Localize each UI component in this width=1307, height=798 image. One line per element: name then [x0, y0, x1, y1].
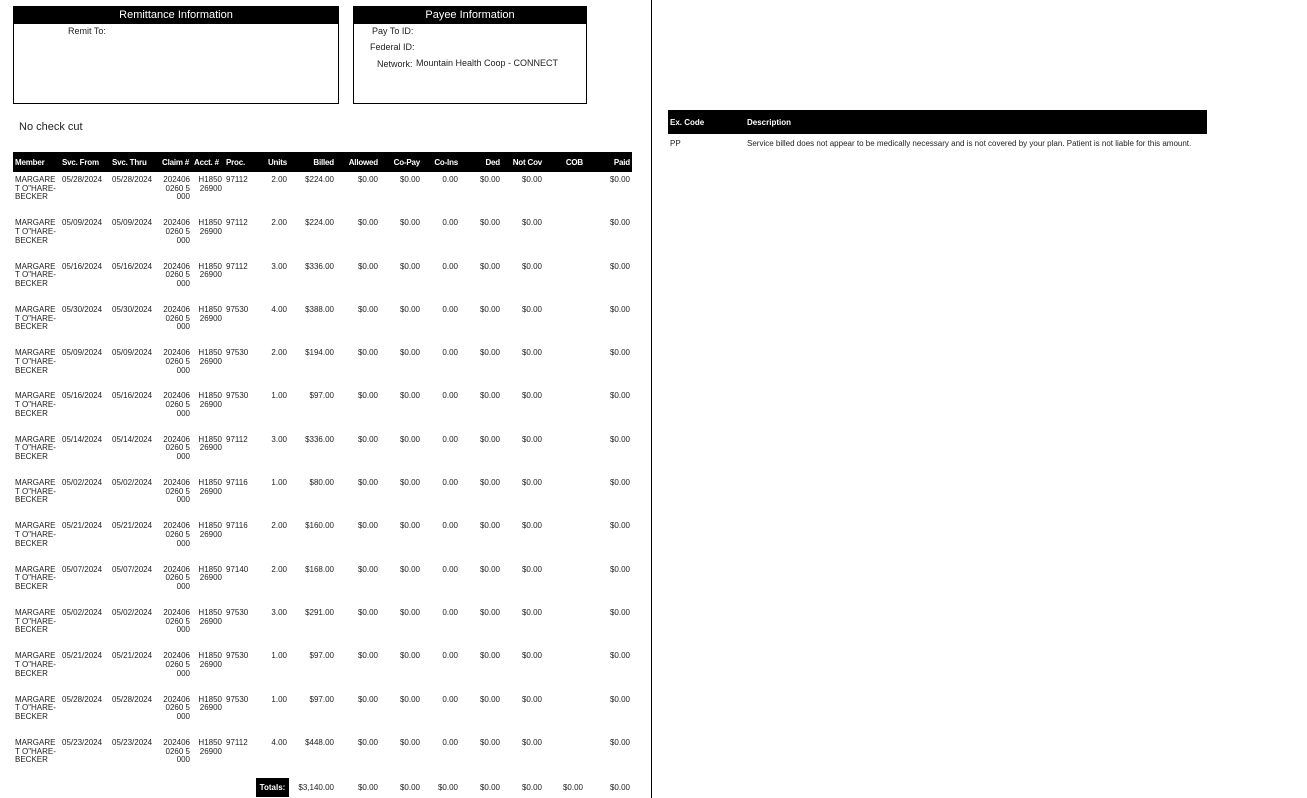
- member-name-cell: MARGARET O"HARE-BECKER: [15, 521, 56, 548]
- svc-thru-cell: 05/30/2024: [112, 304, 153, 314]
- totals-cob: $0.00: [562, 783, 583, 793]
- units-cell: 2.00: [271, 348, 287, 358]
- proc-code-cell: 97116: [226, 521, 248, 531]
- account-number-cell: H185026900: [198, 737, 222, 756]
- member-name-cell: MARGARET O"HARE-BECKER: [15, 694, 56, 721]
- member-name-cell: MARGARET O"HARE-BECKER: [15, 564, 56, 592]
- allowed-cell: $0.00: [357, 261, 378, 271]
- svc-thru-cell: 05/02/2024: [112, 607, 153, 617]
- coins-cell: 0.00: [442, 391, 458, 401]
- member-name-cell: MARGARET O"HARE-BECKER: [15, 391, 56, 418]
- table-row: [13, 215, 632, 258]
- member-name-cell: MARGARET O"HARE-BECKER: [15, 607, 56, 635]
- billed-cell: $448.00: [305, 737, 334, 747]
- coins-cell: 0.00: [442, 607, 458, 617]
- svc-from-cell: 05/28/2024: [62, 175, 103, 184]
- member-name-cell: MARGARET O"HARE-BECKER: [15, 737, 56, 765]
- deductible-cell: $0.00: [479, 607, 500, 617]
- proc-code-cell: 97112: [226, 434, 248, 444]
- units-cell: 1.00: [271, 478, 287, 488]
- not-covered-cell: $0.00: [521, 564, 542, 574]
- col-header-description: Description: [745, 110, 1207, 134]
- proc-code-cell: 97140: [226, 564, 249, 574]
- proc-code-cell: 97112: [226, 737, 248, 747]
- cob-cell: [544, 172, 585, 215]
- billed-cell: $336.00: [305, 261, 334, 271]
- copay-cell: $0.00: [399, 607, 420, 617]
- remittance-info-box: [13, 6, 339, 104]
- account-number-cell: H185026900: [198, 304, 222, 323]
- billed-cell: $224.00: [305, 218, 334, 228]
- account-number-cell: H185026900: [198, 521, 222, 540]
- svc-thru-cell: 05/09/2024: [112, 218, 153, 228]
- paid-cell: $0.00: [609, 478, 630, 488]
- coins-cell: 0.00: [442, 694, 458, 704]
- deductible-cell: $0.00: [479, 737, 500, 747]
- payee-info-title: Payee Information: [354, 7, 586, 24]
- svc-thru-cell: 05/21/2024: [112, 521, 153, 531]
- paid-cell: $0.00: [609, 348, 630, 358]
- totals-copay: $0.00: [399, 783, 420, 793]
- copay-cell: $0.00: [399, 304, 420, 314]
- deductible-cell: $0.00: [479, 175, 500, 184]
- svc-from-cell: 05/02/2024: [62, 607, 103, 617]
- explanation-codes-table: [668, 110, 1207, 153]
- copay-cell: $0.00: [399, 218, 420, 228]
- copay-cell: $0.00: [399, 478, 420, 488]
- totals-label: Totals:: [256, 778, 289, 797]
- table-row: [13, 302, 632, 345]
- cob-cell: [544, 648, 585, 691]
- member-name-cell: MARGARET O"HARE-BECKER: [15, 651, 56, 678]
- proc-code-cell: 97530: [226, 391, 249, 401]
- deductible-cell: $0.00: [479, 348, 500, 358]
- svc-thru-cell: 05/16/2024: [112, 391, 153, 401]
- allowed-cell: $0.00: [357, 607, 378, 617]
- table-row: [13, 259, 632, 302]
- deductible-cell: $0.00: [479, 304, 500, 314]
- svc-thru-cell: 05/28/2024: [112, 175, 153, 184]
- billed-cell: $224.00: [305, 175, 334, 184]
- units-cell: 4.00: [271, 737, 287, 747]
- allowed-cell: $0.00: [357, 478, 378, 488]
- paid-cell: $0.00: [609, 607, 630, 617]
- paid-cell: $0.00: [609, 694, 630, 704]
- units-cell: 3.00: [271, 607, 287, 617]
- claim-number-cell: 2024060260 5000: [163, 651, 190, 678]
- claim-number-cell: 2024060260 5000: [163, 521, 190, 548]
- coins-cell: 0.00: [442, 348, 458, 358]
- col-header-ded: Ded: [460, 152, 502, 172]
- deductible-cell: $0.00: [479, 434, 500, 444]
- units-cell: 1.00: [271, 391, 287, 401]
- paid-cell: $0.00: [609, 261, 630, 271]
- col-header-allowed: Allowed: [336, 152, 380, 172]
- table-row: [13, 172, 632, 215]
- svc-thru-cell: 05/21/2024: [112, 651, 153, 661]
- svc-thru-cell: 05/09/2024: [112, 348, 153, 358]
- copay-cell: $0.00: [399, 348, 420, 358]
- svc-from-cell: 05/16/2024: [62, 391, 103, 401]
- claim-number-cell: 2024060260 5000: [163, 304, 190, 332]
- not-covered-cell: $0.00: [521, 521, 542, 531]
- coins-cell: 0.00: [442, 651, 458, 661]
- cob-cell: [544, 562, 585, 605]
- member-name-cell: MARGARET O"HARE-BECKER: [15, 261, 56, 288]
- svc-from-cell: 05/21/2024: [62, 521, 103, 531]
- claim-number-cell: 2024060260 5000: [163, 175, 190, 202]
- network-value: Mountain Health Coop - CONNECT: [416, 58, 559, 68]
- col-header-units: Units: [256, 152, 289, 172]
- paid-cell: $0.00: [609, 218, 630, 228]
- billed-cell: $97.00: [309, 391, 334, 401]
- deductible-cell: $0.00: [479, 564, 500, 574]
- copay-cell: $0.00: [399, 737, 420, 747]
- col-header-svc-thru: Svc. Thru: [110, 152, 160, 172]
- copay-cell: $0.00: [399, 564, 420, 574]
- allowed-cell: $0.00: [357, 304, 378, 314]
- member-name-cell: MARGARET O"HARE-BECKER: [15, 478, 56, 505]
- ex-code-cell: PP: [670, 139, 681, 148]
- not-covered-cell: $0.00: [521, 218, 542, 228]
- billed-cell: $168.00: [305, 564, 334, 574]
- table-row: [13, 475, 632, 518]
- member-name-cell: MARGARET O"HARE-BECKER: [15, 434, 56, 462]
- pay-to-id-label: Pay To ID:: [372, 26, 414, 36]
- deductible-cell: $0.00: [479, 651, 500, 661]
- federal-id-label: Federal ID:: [370, 42, 415, 52]
- not-covered-cell: $0.00: [521, 304, 542, 314]
- coins-cell: 0.00: [442, 478, 458, 488]
- svc-thru-cell: 05/02/2024: [112, 478, 153, 488]
- svc-from-cell: 05/07/2024: [62, 564, 103, 574]
- not-covered-cell: $0.00: [521, 694, 542, 704]
- totals-ded: $0.00: [479, 783, 500, 793]
- cob-cell: [544, 692, 585, 735]
- cob-cell: [544, 215, 585, 258]
- svc-thru-cell: 05/23/2024: [112, 737, 153, 747]
- billed-cell: $160.00: [305, 521, 334, 531]
- allowed-cell: $0.00: [357, 434, 378, 444]
- paid-cell: $0.00: [609, 391, 630, 401]
- billed-cell: $97.00: [309, 651, 334, 661]
- units-cell: 2.00: [271, 564, 287, 574]
- svc-thru-cell: 05/28/2024: [112, 694, 153, 704]
- table-row: [13, 432, 632, 475]
- totals-paid: $0.00: [609, 783, 630, 793]
- coins-cell: 0.00: [442, 434, 458, 444]
- claim-number-cell: 2024060260 5000: [163, 261, 190, 288]
- claims-header-row: [13, 152, 632, 172]
- col-header-billed: Billed: [289, 152, 336, 172]
- codes-header-row: [668, 110, 1207, 134]
- svc-from-cell: 05/16/2024: [62, 261, 103, 271]
- billed-cell: $80.00: [309, 478, 334, 488]
- svc-from-cell: 05/09/2024: [62, 348, 103, 358]
- not-covered-cell: $0.00: [521, 261, 542, 271]
- table-row: [13, 648, 632, 691]
- deductible-cell: $0.00: [479, 218, 500, 228]
- billed-cell: $388.00: [305, 304, 334, 314]
- svc-from-cell: 05/30/2024: [62, 304, 103, 314]
- claim-number-cell: 2024060260 5000: [163, 737, 190, 765]
- account-number-cell: H185026900: [198, 261, 222, 280]
- allowed-cell: $0.00: [357, 348, 378, 358]
- paid-cell: $0.00: [609, 564, 630, 574]
- not-covered-cell: $0.00: [521, 391, 542, 401]
- copay-cell: $0.00: [399, 261, 420, 271]
- not-covered-cell: $0.00: [521, 651, 542, 661]
- cob-cell: [544, 475, 585, 518]
- deductible-cell: $0.00: [479, 521, 500, 531]
- copay-cell: $0.00: [399, 521, 420, 531]
- account-number-cell: H185026900: [198, 694, 222, 713]
- table-row: [13, 345, 632, 388]
- description-cell: Service billed does not appear to be medically necessary and is not covered by your plan. Patient is not liable for this amount.: [747, 139, 1192, 148]
- member-name-cell: MARGARET O"HARE-BECKER: [15, 304, 56, 332]
- svc-from-cell: 05/21/2024: [62, 651, 103, 661]
- totals-not-cov: $0.00: [521, 783, 542, 793]
- svc-thru-cell: 05/14/2024: [112, 434, 153, 444]
- units-cell: 3.00: [271, 261, 287, 271]
- cob-cell: [544, 432, 585, 475]
- allowed-cell: $0.00: [357, 391, 378, 401]
- coins-cell: 0.00: [442, 175, 458, 184]
- units-cell: 2.00: [271, 175, 287, 184]
- account-number-cell: H185026900: [198, 651, 222, 669]
- payee-info-box: [353, 6, 587, 104]
- coins-cell: 0.00: [442, 218, 458, 228]
- proc-code-cell: 97530: [226, 651, 249, 661]
- svc-thru-cell: 05/07/2024: [112, 564, 153, 574]
- copay-cell: $0.00: [399, 175, 420, 184]
- proc-code-cell: 97112: [226, 218, 248, 228]
- units-cell: 4.00: [271, 304, 287, 314]
- units-cell: 2.00: [271, 521, 287, 531]
- claim-number-cell: 2024060260 5000: [163, 607, 190, 635]
- units-cell: 1.00: [271, 651, 287, 661]
- cob-cell: [544, 302, 585, 345]
- allowed-cell: $0.00: [357, 564, 378, 574]
- paid-cell: $0.00: [609, 737, 630, 747]
- coins-cell: 0.00: [442, 521, 458, 531]
- claim-number-cell: 2024060260 5000: [163, 694, 190, 721]
- cob-cell: [544, 518, 585, 561]
- billed-cell: $336.00: [305, 434, 334, 444]
- paid-cell: $0.00: [609, 175, 630, 184]
- account-number-cell: H185026900: [198, 175, 222, 193]
- claim-number-cell: 2024060260 5000: [163, 434, 190, 462]
- svc-from-cell: 05/23/2024: [62, 737, 103, 747]
- col-header-ex-code: Ex. Code: [668, 110, 745, 134]
- units-cell: 2.00: [271, 218, 287, 228]
- deductible-cell: $0.00: [479, 478, 500, 488]
- allowed-cell: $0.00: [357, 737, 378, 747]
- page-divider: [651, 0, 652, 798]
- coins-cell: 0.00: [442, 564, 458, 574]
- col-header-claim: Claim #: [160, 152, 192, 172]
- check-status: No check cut: [19, 121, 83, 133]
- table-row: [13, 735, 632, 778]
- proc-code-cell: 97530: [226, 348, 249, 358]
- network-label: Network:: [377, 59, 413, 69]
- not-covered-cell: $0.00: [521, 737, 542, 747]
- account-number-cell: H185026900: [198, 564, 222, 583]
- table-row: [13, 605, 632, 648]
- claim-number-cell: 2024060260 5000: [163, 218, 190, 245]
- col-header-member: Member: [13, 152, 60, 172]
- table-row: [13, 518, 632, 561]
- col-header-proc: Proc.: [224, 152, 256, 172]
- deductible-cell: $0.00: [479, 694, 500, 704]
- account-number-cell: H185026900: [198, 434, 222, 453]
- cob-cell: [544, 735, 585, 778]
- proc-code-cell: 97530: [226, 694, 249, 704]
- totals-coins: $0.00: [437, 783, 458, 793]
- col-header-coins: Co-Ins: [422, 152, 460, 172]
- units-cell: 3.00: [271, 434, 287, 444]
- copay-cell: $0.00: [399, 434, 420, 444]
- paid-cell: $0.00: [609, 304, 630, 314]
- not-covered-cell: $0.00: [521, 434, 542, 444]
- proc-code-cell: 97116: [226, 478, 248, 488]
- svc-from-cell: 05/28/2024: [62, 694, 103, 704]
- account-number-cell: H185026900: [198, 478, 222, 496]
- copay-cell: $0.00: [399, 694, 420, 704]
- claim-number-cell: 2024060260 5000: [163, 478, 190, 505]
- deductible-cell: $0.00: [479, 391, 500, 401]
- billed-cell: $194.00: [305, 348, 334, 358]
- allowed-cell: $0.00: [357, 521, 378, 531]
- remittance-info-title: Remittance Information: [14, 7, 338, 24]
- account-number-cell: H185026900: [198, 218, 222, 236]
- col-header-paid: Paid: [585, 152, 632, 172]
- claim-number-cell: 2024060260 5000: [163, 564, 190, 592]
- paid-cell: $0.00: [609, 521, 630, 531]
- not-covered-cell: $0.00: [521, 607, 542, 617]
- paid-cell: $0.00: [609, 434, 630, 444]
- col-header-cob: COB: [544, 152, 585, 172]
- member-name-cell: MARGARET O"HARE-BECKER: [15, 175, 56, 202]
- totals-row: [13, 778, 632, 797]
- units-cell: 1.00: [271, 694, 287, 704]
- table-row: [13, 692, 632, 735]
- claim-number-cell: 2024060260 5000: [163, 348, 190, 375]
- code-row: [668, 134, 1207, 153]
- totals-allowed: $0.00: [357, 783, 378, 793]
- allowed-cell: $0.00: [357, 694, 378, 704]
- totals-billed: $3,140.00: [298, 783, 334, 793]
- cob-cell: [544, 605, 585, 648]
- svc-thru-cell: 05/16/2024: [112, 261, 153, 271]
- billed-cell: $97.00: [309, 694, 334, 704]
- allowed-cell: $0.00: [357, 218, 378, 228]
- svc-from-cell: 05/14/2024: [62, 434, 103, 444]
- allowed-cell: $0.00: [357, 175, 378, 184]
- claims-table: [13, 152, 632, 797]
- remit-to-label: Remit To:: [68, 26, 106, 36]
- cob-cell: [544, 345, 585, 388]
- member-name-cell: MARGARET O"HARE-BECKER: [15, 348, 56, 375]
- deductible-cell: $0.00: [479, 261, 500, 271]
- cob-cell: [544, 259, 585, 302]
- proc-code-cell: 97530: [226, 304, 249, 314]
- member-name-cell: MARGARET O"HARE-BECKER: [15, 218, 56, 245]
- col-header-svc-from: Svc. From: [60, 152, 110, 172]
- allowed-cell: $0.00: [357, 651, 378, 661]
- proc-code-cell: 97112: [226, 261, 248, 271]
- col-header-copay: Co-Pay: [380, 152, 422, 172]
- not-covered-cell: $0.00: [521, 478, 542, 488]
- table-row: [13, 562, 632, 605]
- coins-cell: 0.00: [442, 304, 458, 314]
- account-number-cell: H185026900: [198, 348, 222, 366]
- claim-number-cell: 2024060260 5000: [163, 391, 190, 418]
- svc-from-cell: 05/09/2024: [62, 218, 103, 228]
- proc-code-cell: 97112: [226, 175, 248, 184]
- coins-cell: 0.00: [442, 261, 458, 271]
- account-number-cell: H185026900: [198, 607, 222, 626]
- account-number-cell: H185026900: [198, 391, 222, 410]
- copay-cell: $0.00: [399, 391, 420, 401]
- col-header-not-cov: Not Cov: [502, 152, 544, 172]
- proc-code-cell: 97530: [226, 607, 249, 617]
- col-header-acct: Acct. #: [192, 152, 224, 172]
- table-row: [13, 388, 632, 431]
- cob-cell: [544, 388, 585, 431]
- paid-cell: $0.00: [609, 651, 630, 661]
- copay-cell: $0.00: [399, 651, 420, 661]
- not-covered-cell: $0.00: [521, 348, 542, 358]
- svc-from-cell: 05/02/2024: [62, 478, 103, 488]
- billed-cell: $291.00: [305, 607, 334, 617]
- coins-cell: 0.00: [442, 737, 458, 747]
- not-covered-cell: $0.00: [521, 175, 542, 184]
